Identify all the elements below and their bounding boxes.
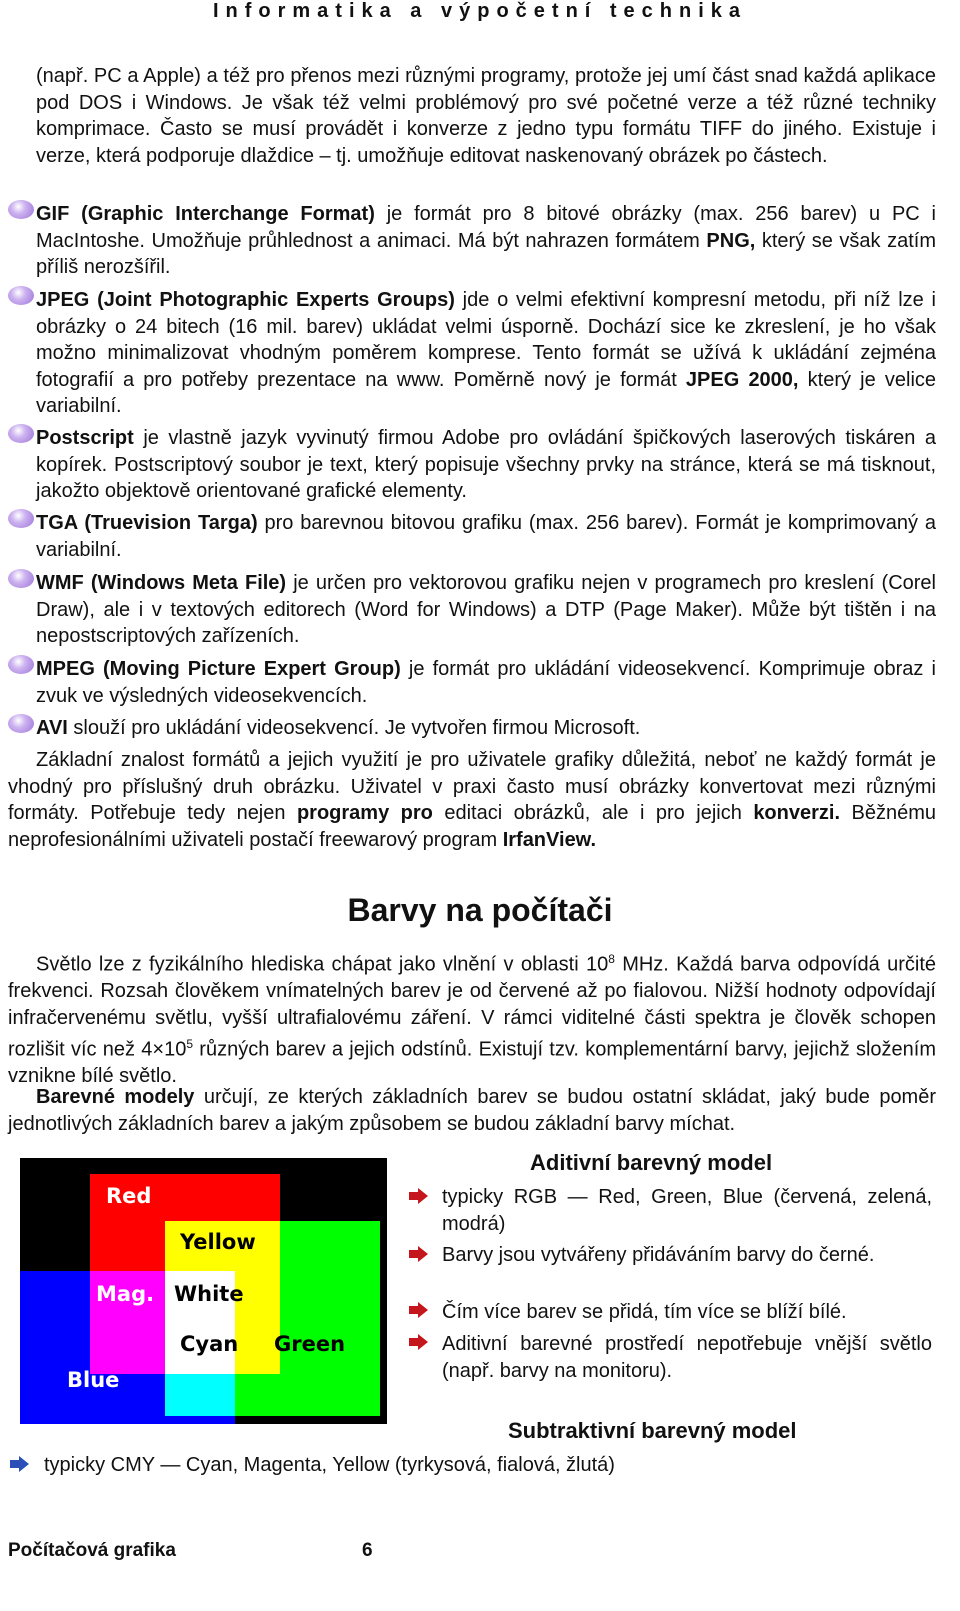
label-white: White — [174, 1282, 244, 1306]
red-arrow-icon — [407, 1302, 429, 1318]
blue-arrow-icon — [8, 1456, 30, 1472]
bullet-ball-icon — [8, 655, 34, 674]
page-number: 6 — [362, 1540, 373, 1561]
bullet-ball-icon — [8, 286, 34, 305]
bullet-ball-icon — [8, 200, 34, 219]
format-item-gif: GIF (Graphic Interchange Format) je formát pro 8 bitové obrázky (max. 256 barev) u PC i MacIntoshe. Umožňuje průhlednost a animaci. Má být nahrazen formátem PNG, který se však zatím příliš nerozšířil. — [36, 203, 937, 278]
colors-paragraph: Světlo lze z fyzikálního hlediska chápat jako vlnění v oblasti $10^8$ MHz. Každá barva odpovídá určité frekvenci. Rozsah člověkem vnímatelných barev je od červené až po fialovou. Nižší hodnoty odpovídají infračervenému světlu, vyšší ultrafialovému záření. V rámci viditelné části spektra je člověk schopen rozlišit víc než $4\times 10^5$ různých barev a jejich odstínů. Existují tzv. komplementární barvy, jejichž složením vznikne bílé světlo. — [8, 952, 936, 1088]
format-item-avi: AVI slouží pro ukládání videosekvencí. Je vytvořen firmou Microsoft. — [36, 717, 641, 739]
format-item-wmf: WMF (Windows Meta File) je určen pro vektorovou grafiku nejen v programech pro kreslení (Corel Draw), ale i v textových editorech (Word for Windows) a DTP (Page Maker). Může být tištěn i na nepostscriptových zařízeních. — [36, 572, 936, 647]
additive-item: Aditivní barevné prostředí nepotřebuje vnější světlo (např. barvy na monitoru). — [442, 1333, 932, 1382]
label-cyan: Cyan — [180, 1332, 239, 1356]
red-arrow-icon — [407, 1246, 429, 1262]
label-red: Red — [106, 1184, 152, 1208]
subtractive-item: typicky CMY — Cyan, Magenta, Yellow (tyrkysová, fialová, žlutá) — [44, 1454, 615, 1476]
rgb-diagram — [20, 1158, 387, 1424]
additive-title: Aditivní barevný model — [530, 1150, 773, 1175]
format-item-mpeg: MPEG (Moving Picture Expert Group) je formát pro ukládání videosekvencí. Komprimuje obraz i zvuk ve výsledných videosekvencích. — [36, 658, 936, 707]
red-arrow-icon — [407, 1334, 429, 1350]
format-item-jpeg: JPEG (Joint Photographic Experts Groups) jde o velmi efektivní kompresní metodu, při níž lze i obrázky o 24 bitech (16 mil. barev) ukládat velmi úsporně. Dochází sice ke zkreslení, je ho však možno minimalizovat vhodným poměrem komprese. Tento formát se užívá k ukládání zejména fotografií a pro potřeby prezentace na www. Poměrně nový je formát JPEG 2000, který je velice variabilní. — [36, 289, 937, 417]
footer-title: Počítačová grafika — [8, 1540, 176, 1561]
label-magenta: Mag. — [96, 1282, 155, 1306]
section-title: Barvy na počítači — [347, 892, 613, 928]
subtractive-title: Subtraktivní barevný model — [508, 1418, 797, 1443]
bullet-ball-icon — [8, 714, 34, 733]
additive-item: typicky RGB — Red, Green, Blue (červená, zelená, modrá) — [442, 1186, 932, 1235]
summary-paragraph: Základní znalost formátů a jejich využití je pro uživatele grafiky důležitá, neboť ne každý formát je vhodný pro příslušný druh obrázku. Uživatel v praxi často musí obrázky konvertovat mezi různými formáty. Potřebuje tedy nejen programy pro editaci obrázků, ale i pro jejich konverzi. Běžnému neprofesionálními uživateli postačí freewarový program IrfanView. — [8, 749, 936, 851]
format-item-postscript: Postscript je vlastně jazyk vyvinutý firmou Adobe pro ovládání špičkových laserových tiskáren a kopírek. Postscriptový soubor je text, který popisuje všechny prvky na stránce, která se má tisknout, jakožto objektově orientované grafické elementy. — [36, 427, 936, 502]
intro-paragraph: (např. PC a Apple) a též pro přenos mezi různými programy, protože jej umí část snad každá aplikace pod DOS i Windows. Je však též velmi problémový pro své početné verze a též různé techniky komprimace. Často se musí provádět i konverze z jedno typu formátu TIFF do jiného. Existuje i verze, která podporuje dlaždice – tj. umožňuje editovat naskenovaný obrázek po částech. — [36, 65, 936, 167]
additive-item: Barvy jsou vytvářeny přidáváním barvy do černé. — [442, 1244, 875, 1266]
red-arrow-icon — [407, 1188, 429, 1204]
bullet-ball-icon — [8, 509, 34, 528]
additive-item: Čím více barev se přidá, tím více se blíží bílé. — [442, 1301, 847, 1323]
format-item-tga: TGA (Truevision Targa) pro barevnou bitovou grafiku (max. 256 barev). Formát je komprimovaný a variabilní. — [36, 512, 936, 561]
bullet-ball-icon — [8, 424, 34, 443]
models-paragraph: Barevné modely určují, ze kterých základních barev se budou ostatní skládat, jaký bude poměr jednotlivých základních barev a jakým způsobem se budou základní barvy míchat. — [8, 1086, 937, 1135]
label-blue: Blue — [67, 1368, 120, 1392]
label-yellow: Yellow — [180, 1230, 256, 1254]
bullet-ball-icon — [8, 569, 34, 588]
page-header: Informatika a výpočetní technika — [212, 0, 748, 22]
label-green: Green — [274, 1332, 346, 1356]
